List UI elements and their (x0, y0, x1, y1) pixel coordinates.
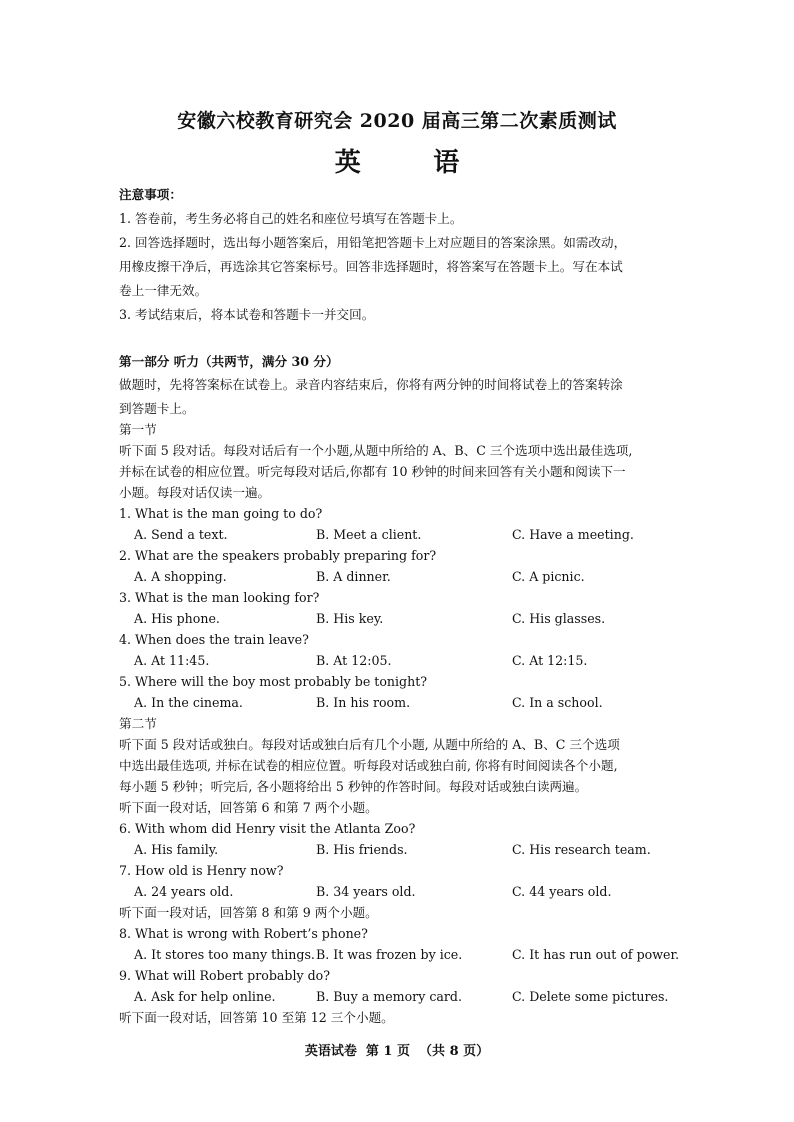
option-b: B. In his room. (316, 695, 411, 710)
option-a: A. It stores too many things. (134, 947, 315, 962)
section1-instruction: 并标在试卷的相应位置。听完每段对话后,你都有 10 秒钟的时间来回答有关小题和阅读下一 (119, 464, 626, 479)
question-options (119, 986, 689, 1007)
question-options (119, 566, 689, 587)
section2-instruction: 中选出最佳选项, 并标在试卷的相应位置。听每段对话或独白前, 你将有时间阅读各个小题, (119, 758, 618, 773)
option-c: C. Delete some pictures. (512, 989, 669, 1004)
option-c: C. His glasses. (512, 611, 606, 626)
question-options (119, 650, 689, 671)
option-c: C. At 12:15. (512, 653, 588, 668)
option-c: C. 44 years old. (512, 884, 612, 899)
option-a: A. His phone. (134, 611, 220, 626)
option-a: A. 24 years old. (134, 884, 234, 899)
question-options (119, 881, 689, 902)
option-a: A. His family. (134, 842, 219, 857)
question-options (119, 608, 689, 629)
exam-title: 安徽六校教育研究会 2020 届高三第二次素质测试 (177, 110, 617, 132)
subject-title: 英 语 (334, 148, 460, 178)
option-a: A. Ask for help online. (134, 989, 276, 1004)
question-text: 8. What is wrong with Robert’s phone? (119, 926, 368, 941)
option-b: B. It was frozen by ice. (316, 947, 463, 962)
option-c: C. It has run out of power. (512, 947, 680, 962)
question-options (119, 839, 689, 860)
question-text: 3. What is the man looking for? (119, 590, 320, 605)
option-b: B. A dinner. (316, 569, 391, 584)
option-c: C. A picnic. (512, 569, 585, 584)
section1-instruction: 听下面 5 段对话。每段对话后有一个小题,从题中所给的 A、B、C 三个选项中选出最佳选项, (119, 443, 633, 458)
question-text: 6. With whom did Henry visit the Atlanta Zoo? (119, 821, 416, 836)
section2-label: 第二节 (119, 716, 157, 731)
part1-intro: 做题时，先将答案标在试卷上。录音内容结束后，你将有两分钟的时间将试卷上的答案转涂 (119, 377, 623, 392)
notice-line: 用橡皮擦干净后，再选涂其它答案标号。回答非选择题时，将答案写在答题卡上。写在本试 (119, 259, 623, 274)
option-a: A. In the cinema. (134, 695, 243, 710)
question-text: 9. What will Robert probably do? (119, 968, 331, 983)
question-text: 5. Where will the boy most probably be tonight? (119, 674, 428, 689)
option-a: A. Send a text. (134, 527, 228, 542)
option-b: B. 34 years old. (316, 884, 416, 899)
option-b: B. His key. (316, 611, 384, 626)
dialogue-lead: 听下面一段对话，回答第 6 和第 7 两个小题。 (119, 800, 378, 815)
notice-line: 2. 回答选择题时，选出每小题答案后，用铅笔把答题卡上对应题目的答案涂黑。如需改动， (119, 235, 627, 250)
option-a: A. At 11:45. (134, 653, 210, 668)
part1-heading: 第一部分 听力（共两节，满分 30 分） (119, 354, 339, 369)
notice-line: 1. 答卷前，考生务必将自己的姓名和座位号填写在答题卡上。 (119, 211, 463, 226)
notice-line: 3. 考试结束后，将本试卷和答题卡一并交回。 (119, 307, 375, 322)
section2-instruction: 每小题 5 秒钟；听完后, 各小题将给出 5 秒钟的作答时间。每段对话或独白读两遍。 (119, 779, 588, 794)
part1-section (119, 351, 689, 1028)
notice-heading: 注意事项： (119, 187, 182, 202)
option-b: B. At 12:05. (316, 653, 392, 668)
question-text: 7. How old is Henry now? (119, 863, 284, 878)
page-footer: 英语试卷 第 1 页 （共 8 页） (304, 1044, 490, 1059)
option-c: C. His research team. (512, 842, 651, 857)
question-text: 1. What is the man going to do? (119, 506, 323, 521)
dialogue-lead: 听下面一段对话，回答第 8 和第 9 两个小题。 (119, 905, 378, 920)
section1-label: 第一节 (119, 422, 157, 437)
question-options (119, 944, 689, 965)
part1-intro: 到答题卡上。 (119, 401, 195, 416)
option-c: C. Have a meeting. (512, 527, 634, 542)
notice-line: 卷上一律无效。 (119, 283, 208, 298)
option-b: B. Meet a client. (316, 527, 422, 542)
option-a: A. A shopping. (134, 569, 227, 584)
question-options (119, 524, 689, 545)
dialogue-lead: 听下面一段对话，回答第 10 至第 12 三个小题。 (119, 1010, 394, 1025)
section2-instruction: 听下面 5 段对话或独白。每段对话或独白后有几个小题, 从题中所给的 A、B、C 三个选项 (119, 737, 620, 752)
option-b: B. Buy a memory card. (316, 989, 462, 1004)
question-options (119, 692, 689, 713)
question-text: 4. When does the train leave? (119, 632, 309, 647)
option-b: B. His friends. (316, 842, 408, 857)
question-text: 2. What are the speakers probably preparing for? (119, 548, 437, 563)
section1-instruction: 小题。每段对话仅读一遍。 (119, 485, 271, 500)
notice-section (119, 184, 689, 325)
option-c: C. In a school. (512, 695, 603, 710)
